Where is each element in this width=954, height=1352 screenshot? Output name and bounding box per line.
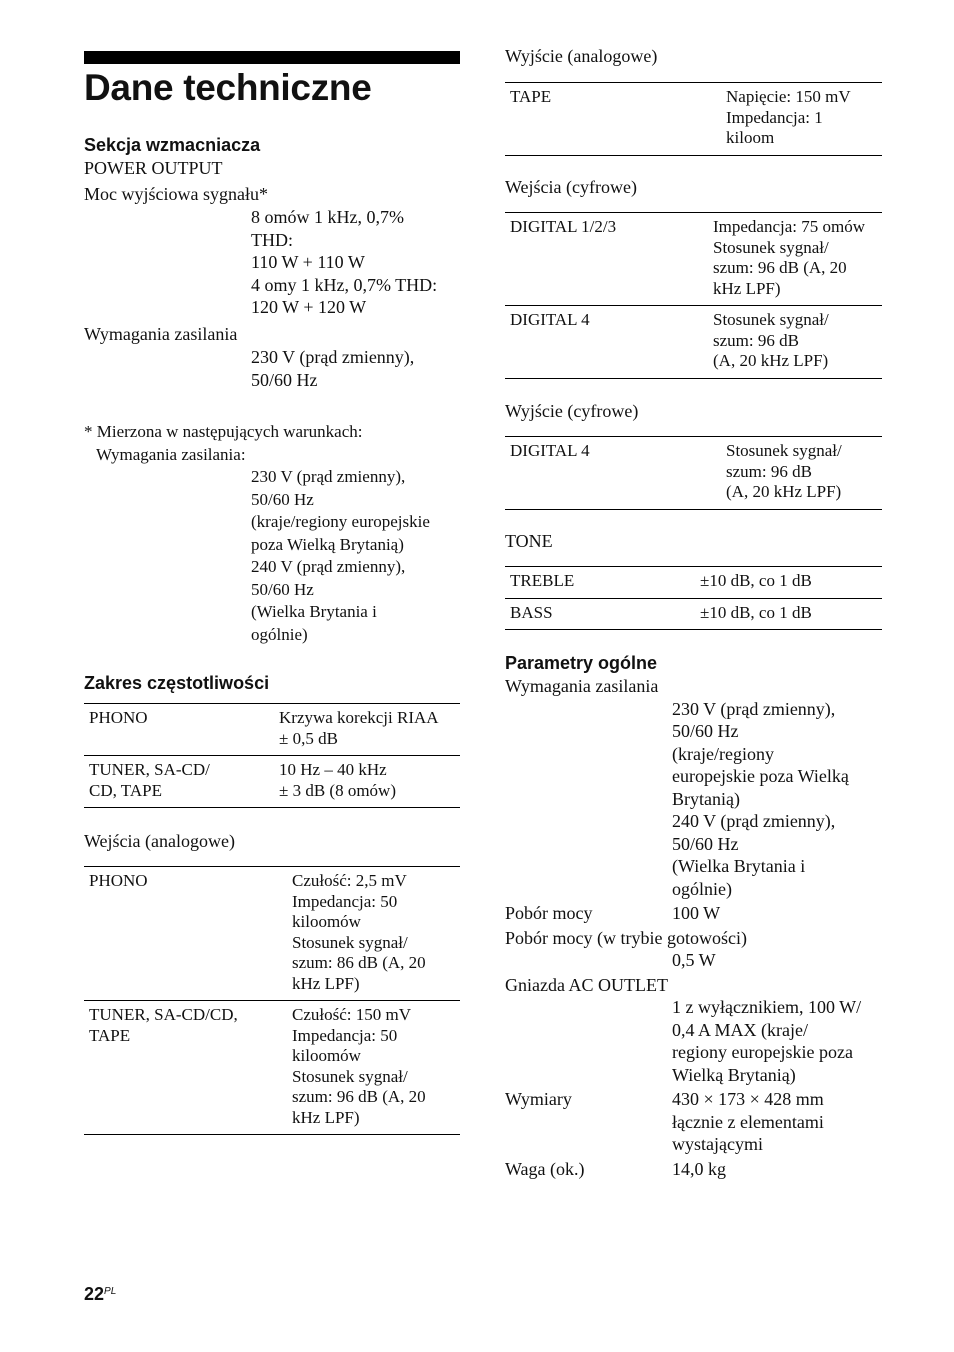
footnote-value-line: 230 V (prąd zmienny),	[251, 467, 406, 486]
table-row	[505, 437, 882, 509]
page-number	[84, 1283, 116, 1306]
table-cell-label: TAPE	[510, 87, 552, 106]
general-item-label: Wymagania zasilania	[505, 676, 659, 696]
general-item-label: Waga (ok.)	[505, 1158, 585, 1179]
table-cell-value: Stosunek sygnał/ szum: 96 dB (A, 20 kHz LPF)	[726, 441, 842, 501]
freq-heading: Zakres częstotliwości	[84, 673, 270, 693]
table-cell-label: TUNER, SA-CD/ CD, TAPE	[89, 760, 210, 800]
table-cell-value: ±10 dB, co 1 dB	[700, 602, 812, 622]
moc-value-line: 4 omy 1 kHz, 0,7% THD:	[251, 274, 438, 295]
footnote-values	[84, 466, 430, 646]
general-item	[505, 974, 882, 1087]
table-cell-value: Czułość: 150 mV Impedancja: 50 kiloomów Stosunek sygnał/ szum: 96 dB (A, 20 kHz LPF)	[292, 1005, 426, 1127]
general-item	[505, 1088, 882, 1156]
page-title: Dane techniczne	[84, 67, 372, 108]
footnote-value-line: 50/60 Hz	[251, 489, 314, 509]
table-cell-value: Stosunek sygnał/ szum: 96 dB (A, 20 kHz LPF)	[713, 310, 829, 370]
table-row	[505, 567, 882, 598]
moc-value-line: 8 omów 1 kHz, 0,7%	[251, 207, 404, 227]
general-item	[505, 927, 882, 972]
wym-value-line: 230 V (prąd zmienny),	[251, 347, 415, 367]
out-analog-label: Wyjście (analogowe)	[505, 46, 658, 66]
table-cell-value: ±10 dB, co 1 dB	[700, 571, 812, 590]
table-cell-label: DIGITAL 1/2/3	[510, 217, 617, 236]
table-cell-label: DIGITAL 4	[510, 441, 590, 460]
table-row	[505, 83, 882, 155]
table-cell-value: 10 Hz – 40 kHz ± 3 dB (8 omów)	[279, 760, 396, 800]
footnote-value-line: (Wielka Brytania i	[251, 602, 377, 621]
general-list	[505, 675, 882, 1182]
general-item-value: 14,0 kg	[672, 1158, 726, 1179]
wym-label: Wymagania zasilania	[84, 324, 238, 344]
table-row	[84, 867, 460, 1001]
table-cell-label: DIGITAL 4	[510, 310, 590, 329]
table-cell-label: PHONO	[89, 871, 148, 890]
general-heading: Parametry ogólne	[505, 653, 658, 673]
power-output-label: POWER OUTPUT	[84, 158, 223, 178]
general-item-value: 230 V (prąd zmienny), 50/60 Hz (kraje/regiony europejskie poza Wielką Brytanią) 240 V (prąd zmienny), 50/60 Hz (Wielka Brytania i ogólnie)	[672, 698, 849, 899]
page-lang: PL	[104, 1286, 117, 1297]
table-cell-value: Czułość: 2,5 mV Impedancja: 50 kiloomów Stosunek sygnał/ szum: 86 dB (A, 20 kHz LPF)	[292, 871, 426, 993]
moc-value-line: THD:	[251, 229, 293, 250]
footnote-line1: * Mierzona w następujących warunkach:	[84, 422, 363, 441]
out-analog-table	[505, 82, 882, 156]
table-cell-value: Impedancja: 75 omów Stosunek sygnał/ szum: 96 dB (A, 20 kHz LPF)	[713, 217, 866, 298]
general-item-label: Pobór mocy (w trybie gotowości)	[505, 927, 747, 948]
table-cell-label: TUNER, SA-CD/CD, TAPE	[89, 1005, 238, 1045]
table-row	[505, 306, 882, 379]
in-digital-label: Wejścia (cyfrowe)	[505, 177, 637, 197]
general-item-label: Gniazda AC OUTLET	[505, 974, 668, 995]
footnote-value-line: 50/60 Hz	[251, 579, 314, 599]
footnote-line2: Wymagania zasilania:	[96, 445, 246, 464]
general-item-value: 0,5 W	[672, 950, 716, 970]
wym-value-line: 50/60 Hz	[251, 369, 318, 390]
moc-label: Moc wyjściowa sygnału*	[84, 184, 268, 204]
in-digital-table	[505, 212, 882, 379]
amp-heading: Sekcja wzmacniacza	[84, 135, 261, 155]
general-item	[505, 902, 882, 925]
general-item	[505, 675, 882, 900]
wym-values	[84, 346, 414, 391]
general-item-label: Wymiary	[505, 1089, 572, 1109]
table-row	[505, 213, 882, 306]
table-cell-label: TREBLE	[510, 571, 575, 590]
moc-value-line: 110 W + 110 W	[251, 252, 365, 272]
out-digital-table	[505, 436, 882, 510]
table-cell-label: BASS	[510, 602, 553, 622]
footnote-value-line: poza Wielką Brytanią)	[251, 534, 404, 554]
out-digital-label: Wyjście (cyfrowe)	[505, 401, 639, 421]
general-item-value: 1 z wyłącznikiem, 100 W/ 0,4 A MAX (kraje/ regiony europejskie poza Wielką Brytanią)	[672, 997, 862, 1085]
general-item-label: Pobór mocy	[505, 903, 593, 923]
general-item-value: 100 W	[672, 903, 721, 923]
table-cell-value: Krzywa korekcji RIAA ± 0,5 dB	[279, 708, 439, 748]
table-row	[84, 704, 460, 756]
tone-label: TONE	[505, 531, 553, 551]
general-item-value: 430 × 173 × 428 mm łącznie z elementami wystającymi	[672, 1089, 824, 1154]
page-number-value: 22	[84, 1284, 105, 1304]
tone-table	[505, 566, 882, 630]
inputs-analog-table	[84, 866, 460, 1135]
table-cell-value: Napięcie: 150 mV Impedancja: 1 kiloom	[726, 87, 851, 147]
freq-table	[84, 703, 460, 808]
table-row	[84, 756, 460, 808]
table-row	[505, 598, 882, 630]
moc-values	[84, 206, 437, 319]
general-item	[505, 1158, 882, 1181]
footnote-value-line: (kraje/regiony europejskie	[251, 512, 430, 531]
table-row	[84, 1001, 460, 1135]
title-rule	[84, 51, 460, 64]
moc-value-line: 120 W + 120 W	[251, 297, 367, 317]
table-cell-label: PHONO	[89, 708, 148, 727]
footnote-value-line: 240 V (prąd zmienny),	[251, 557, 406, 576]
inputs-analog-label: Wejścia (analogowe)	[84, 831, 235, 851]
footnote-value-line: ogólnie)	[251, 624, 308, 644]
